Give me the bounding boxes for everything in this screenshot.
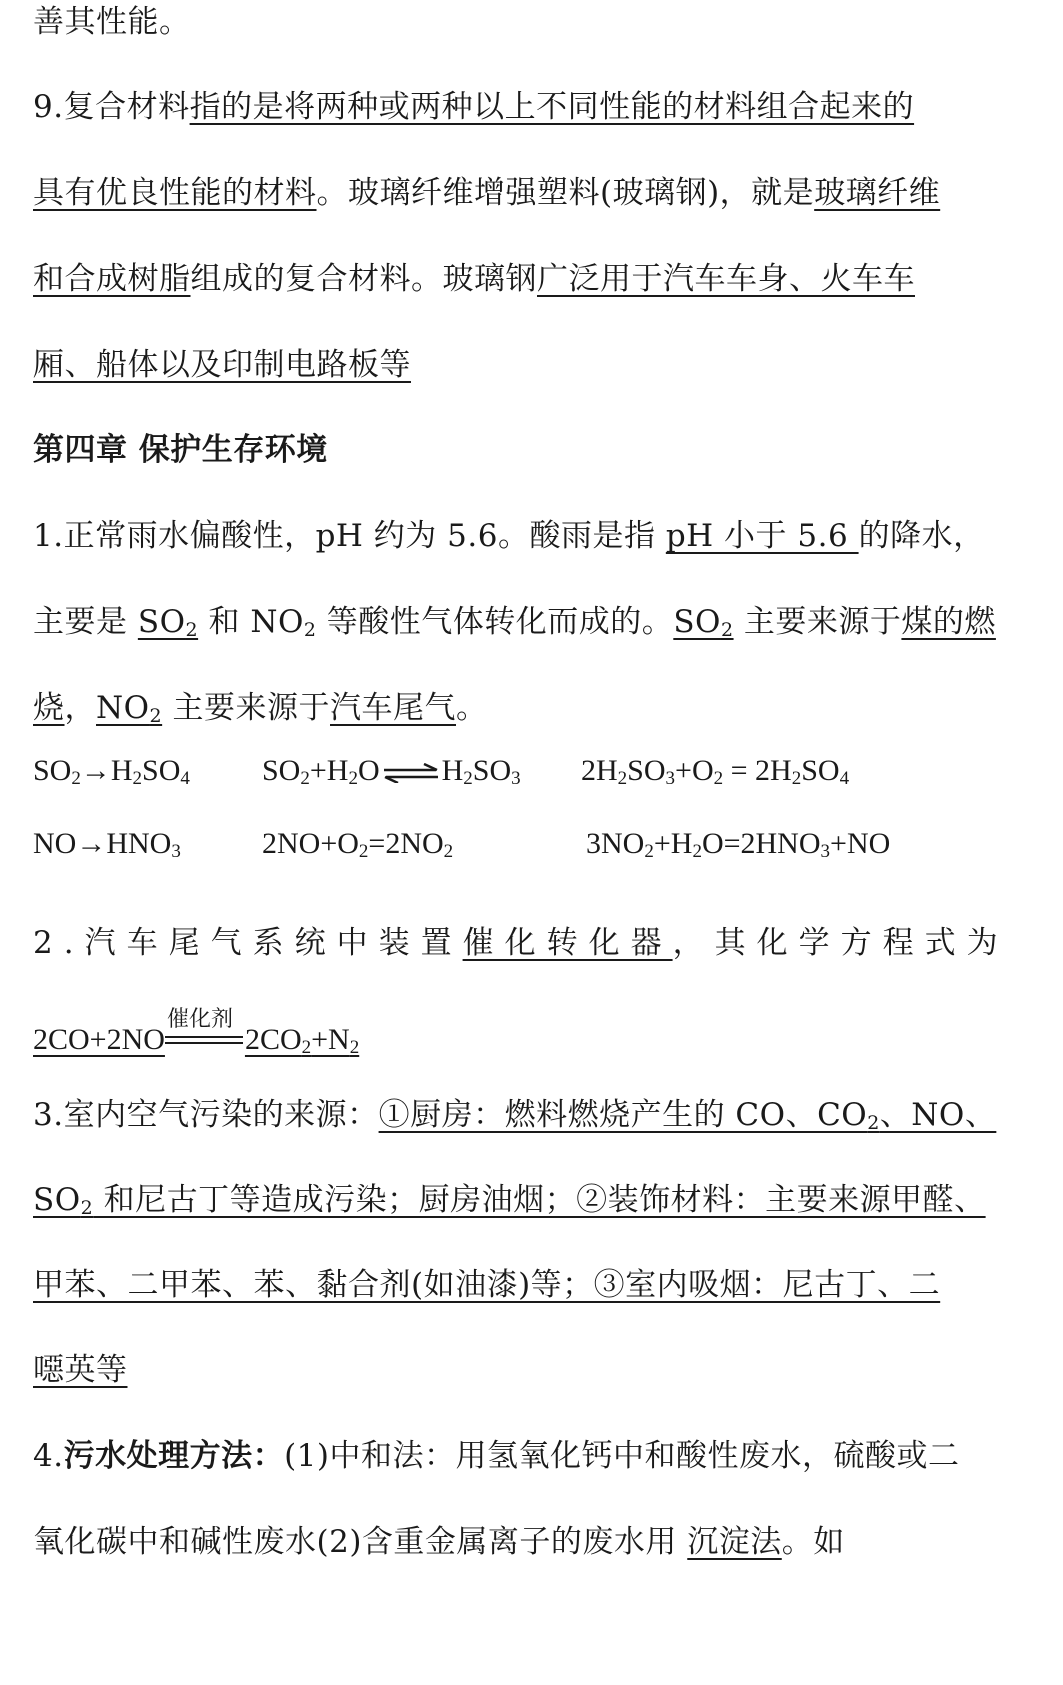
text: 主要来源于 xyxy=(733,604,902,640)
text: 9.复合材料 xyxy=(33,89,190,125)
equation-no-to-hno3: $NO\to HNO_3$ xyxy=(33,827,181,862)
underlined-text: 烧 xyxy=(33,690,65,726)
text: 主要是 xyxy=(33,604,138,640)
underlined-text: 玻璃纤维 xyxy=(814,175,941,211)
paragraph-3-line-4 xyxy=(33,1350,1033,1390)
underlined-text: 具有优良性能的材料 xyxy=(33,175,317,211)
chapter-heading xyxy=(33,430,1033,470)
underlined-text: 沉淀法 xyxy=(687,1524,782,1560)
text: 的降水， xyxy=(858,518,985,554)
paragraph-4-line-1 xyxy=(33,1436,1033,1476)
text: ，其化学方程式为 xyxy=(672,925,1009,961)
text: 。 xyxy=(456,690,488,726)
underlined-text: 催化转化器 xyxy=(462,925,673,961)
paragraph-1-line-2 xyxy=(33,602,1033,642)
catalyst-arrow xyxy=(165,1007,245,1062)
paragraph-9-line-2 xyxy=(33,173,1033,213)
equation-catalytic-converter: 2CO+2NO 催化剂 $2CO_2+N_2$ xyxy=(33,1020,359,1062)
paragraph-4-line-2 xyxy=(33,1522,1033,1562)
text: 3.室内空气污染的来源： xyxy=(33,1097,379,1133)
paragraph-2-line-1 xyxy=(33,923,1033,963)
underlined-text: 煤的燃 xyxy=(901,604,996,640)
underlined-text: 汽车尾气 xyxy=(330,690,456,726)
equation-no2-water: $3NO_2+H_2O=2HNO_3+NO$ xyxy=(586,827,891,862)
paragraph-9-line-4 xyxy=(33,345,1033,385)
text-line xyxy=(33,2,1033,42)
text: ， xyxy=(64,690,96,726)
text: 。如 xyxy=(781,1524,845,1560)
paragraph-3-line-2 xyxy=(33,1180,1033,1220)
paragraph-1-line-1 xyxy=(33,516,1033,556)
paragraph-9-line-3 xyxy=(33,259,1033,299)
text: 主要来源于 xyxy=(162,690,330,726)
bold-heading: 污水处理方法： xyxy=(63,1438,285,1474)
underlined-text: $SO_2$ 和尼古丁等造成污染；厨房油烟；②装饰材料：主要来源甲醛、 xyxy=(33,1182,986,1219)
underlined-text: 广泛用于汽车车身、火车车 xyxy=(537,261,915,297)
paragraph-9-line-1 xyxy=(33,87,1033,127)
underlined-formula: $NO_2$ xyxy=(96,690,163,727)
paragraph-3-line-3 xyxy=(33,1265,1033,1305)
equation-so2-to-h2so4: $SO_2\to H_2SO_4$ xyxy=(33,754,190,789)
text: 和 $NO_2$ 等酸性气体转化而成的。 xyxy=(198,604,674,641)
equation-no-oxidation: $2NO+O_2=2NO_2$ xyxy=(262,827,454,862)
paragraph-3-line-1 xyxy=(33,1095,1033,1135)
underlined-text: ①厨房：燃料燃烧产生的 CO、$CO_2$、NO、 xyxy=(378,1097,997,1134)
text: 。玻璃纤维增强塑料(玻璃钢)，就是 xyxy=(316,175,815,211)
text: 1.正常雨水偏酸性，pH 约为 5.6。酸雨是指 xyxy=(33,518,666,554)
underlined-text: 甲苯、二甲苯、苯、黏合剂(如油漆)等；③室内吸烟：尼古丁、二 xyxy=(33,1267,941,1303)
underlined-formula: $SO_2$ xyxy=(137,604,199,641)
underlined-text: pH 小于 5.6 xyxy=(665,518,859,554)
text: 2.汽车尾气系统中装置 xyxy=(33,925,463,961)
text: 氧化碳中和碱性废水(2)含重金属离子的废水用 xyxy=(33,1524,688,1560)
paragraph-1-line-3 xyxy=(33,688,1033,728)
underlined-text: 噁英等 xyxy=(33,1352,128,1388)
underlined-text: 指的是将两种或两种以上不同性能的材料组合起来的 xyxy=(189,89,915,125)
chapter-title: 第四章 保护生存环境 xyxy=(33,432,328,468)
underlined-formula: $SO_2$ xyxy=(673,604,734,641)
underlined-text: 和合成树脂 xyxy=(33,261,191,297)
catalyst-label: 催化剂 xyxy=(166,1007,233,1033)
equation-h2so3-oxidation: $2H_2SO_3+O_2 = 2H_2SO_4$ xyxy=(581,754,850,789)
equation-so2-h2o-reversible: $SO_2+H_2O$ $H_2SO_3$ xyxy=(262,754,521,789)
text: 4. xyxy=(33,1438,64,1474)
text: (1)中和法：用氢氧化钙中和酸性废水，硫酸或二 xyxy=(284,1438,960,1474)
text: 善其性能。 xyxy=(33,4,191,40)
text: 组成的复合材料。玻璃钢 xyxy=(190,261,537,297)
underlined-text: 厢、船体以及印制电路板等 xyxy=(33,347,411,383)
reversible-arrow-icon xyxy=(382,763,440,783)
